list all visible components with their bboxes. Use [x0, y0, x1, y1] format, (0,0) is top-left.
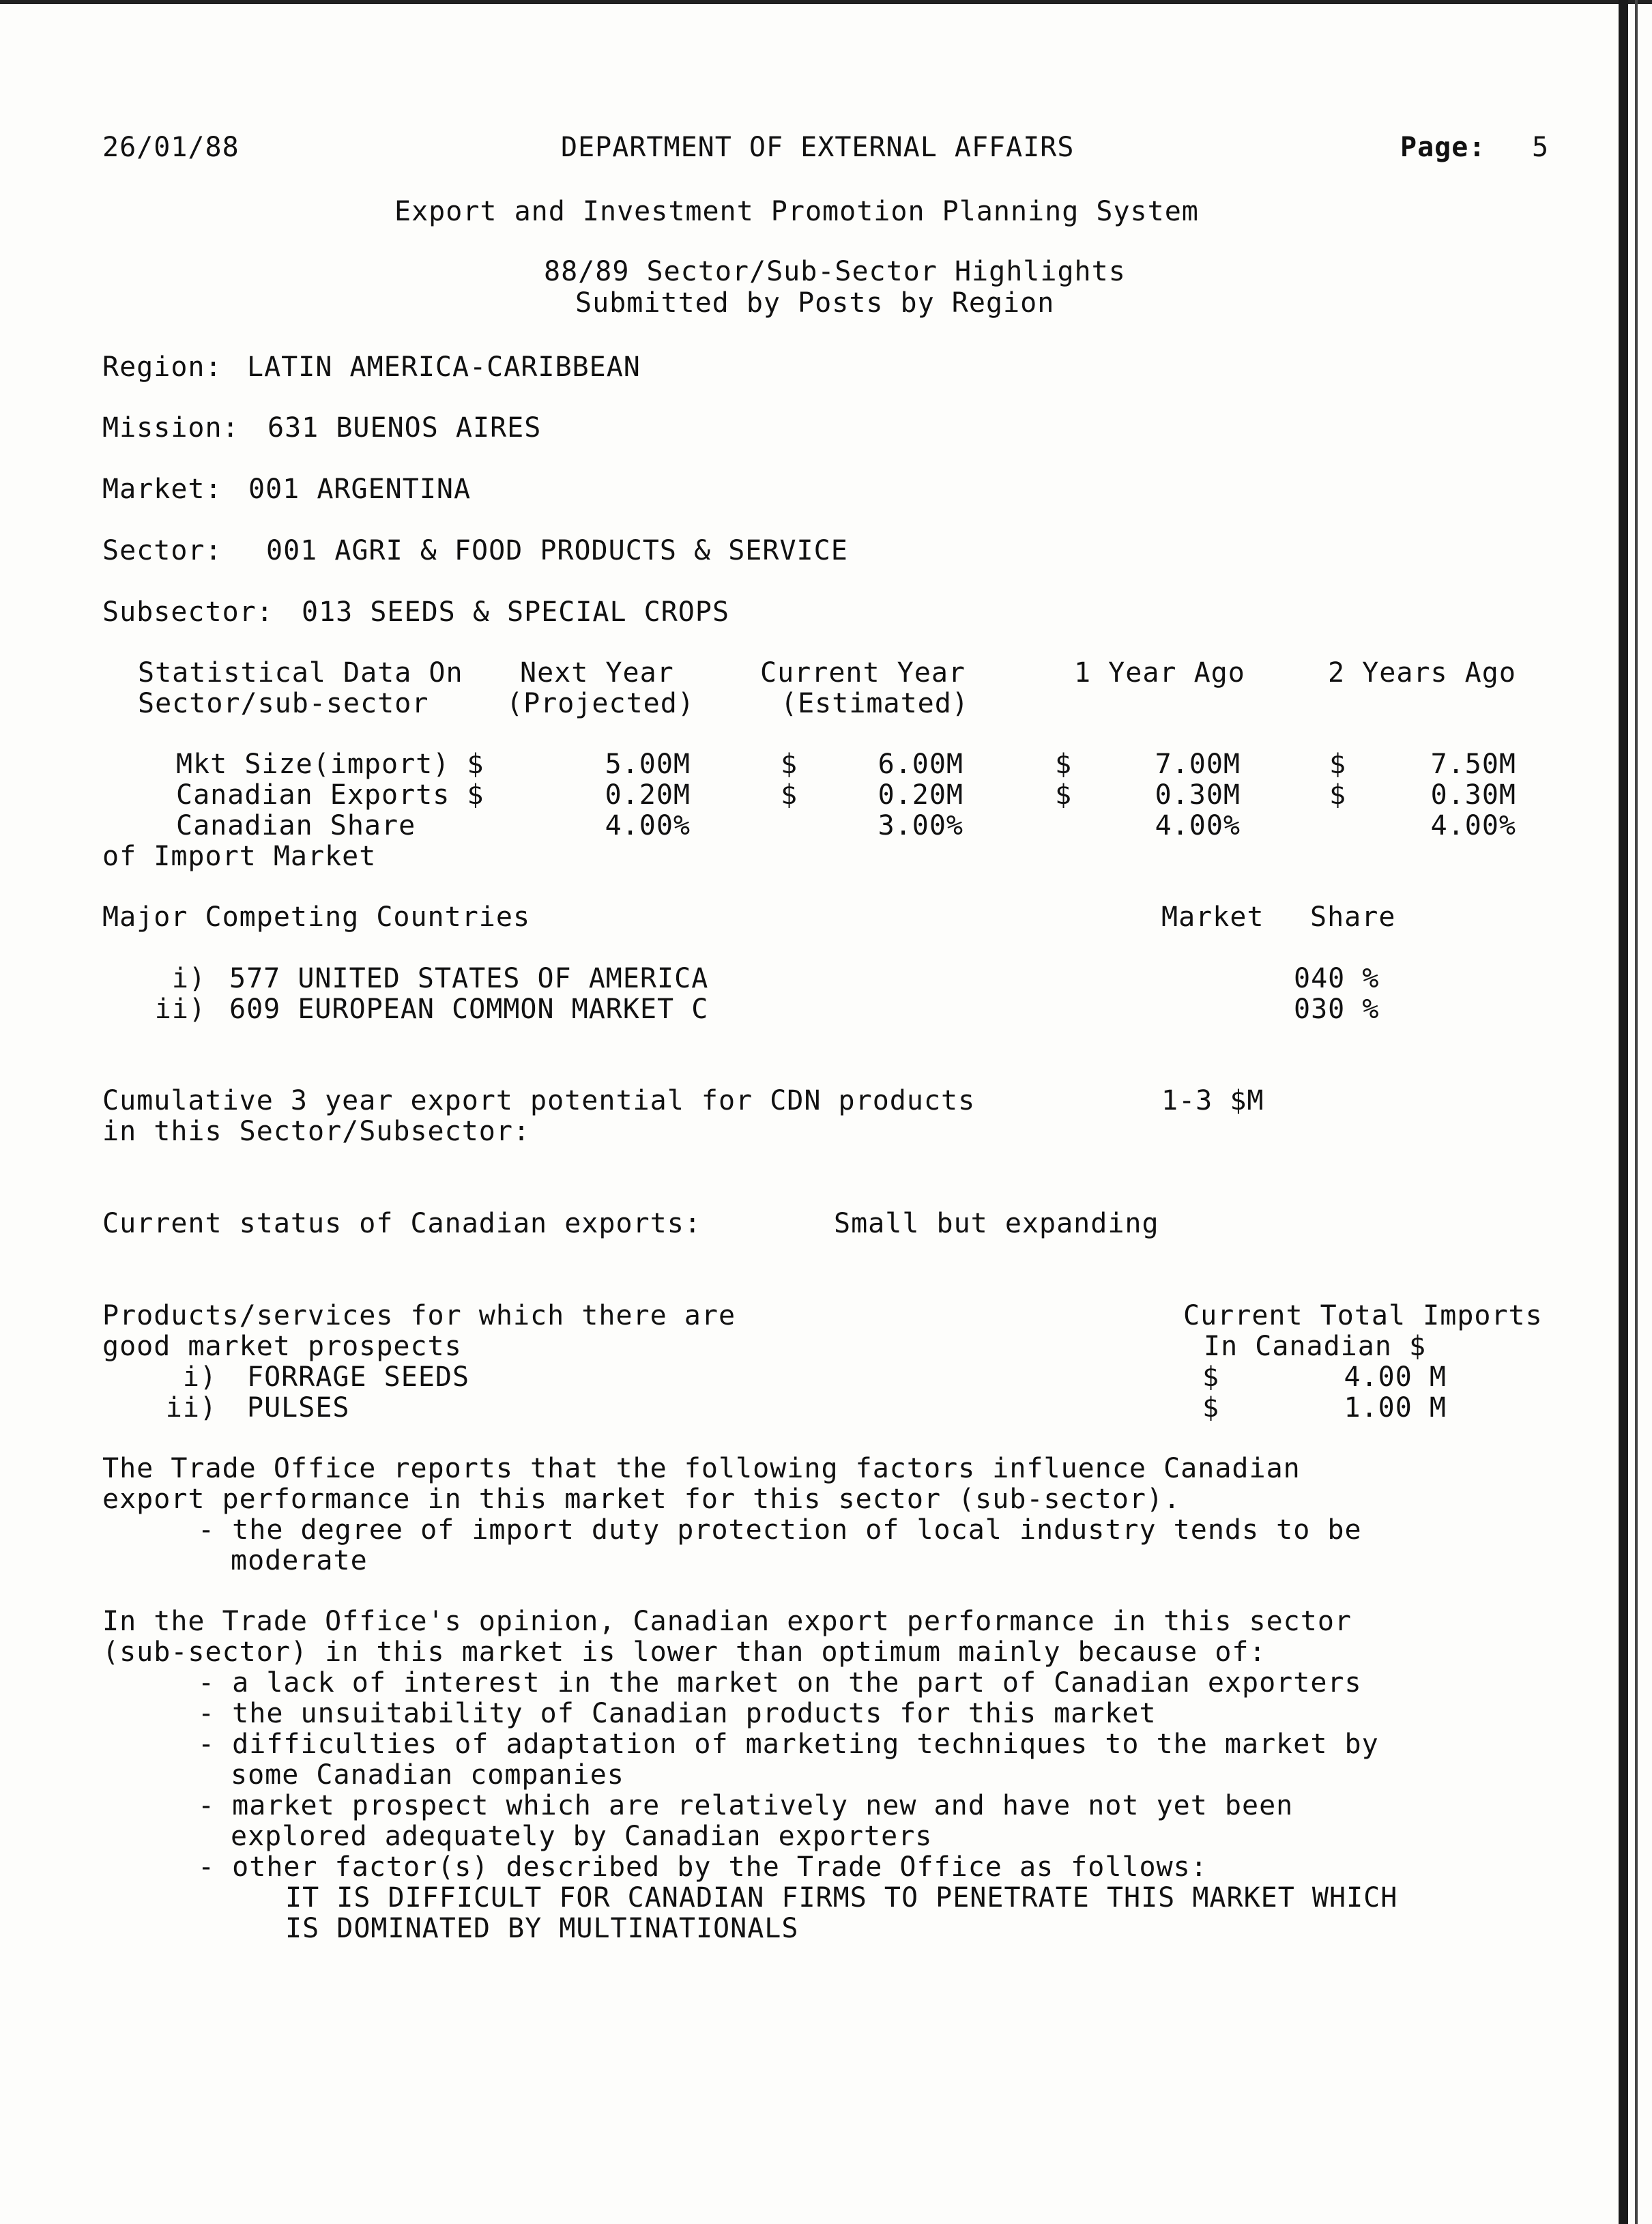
opinion-line2: (sub-sector) in this market is lower than optimum mainly because of:: [102, 1636, 1266, 1668]
page-top-edge: [0, 0, 1652, 4]
opinion-bullet: - difficulties of adaptation of marketing techniques to the market by: [198, 1729, 1379, 1760]
market-label: Market:: [102, 474, 222, 505]
prospect-currency: $: [1202, 1392, 1220, 1424]
department-title: DEPARTMENT OF EXTERNAL AFFAIRS: [561, 132, 1075, 163]
factors-bullet-cont: moderate: [231, 1545, 368, 1576]
sector-label: Sector:: [102, 535, 222, 566]
page-label: Page:: [1400, 132, 1486, 163]
stats-value: 7.00M: [1155, 749, 1241, 780]
stats-value: 0.30M: [1430, 779, 1516, 811]
trade-office-note: IT IS DIFFICULT FOR CANADIAN FIRMS TO PENETRATE THIS MARKET WHICH: [285, 1882, 1398, 1913]
factors-line1: The Trade Office reports that the following factors influence Canadian: [102, 1453, 1301, 1484]
scan-edge-inner: [1635, 0, 1638, 2224]
market-value: 001 ARGENTINA: [248, 474, 472, 505]
stats-header-1-year-ago: 1 Year Ago: [1074, 657, 1245, 689]
stats-header-estimated: (Estimated): [781, 688, 969, 719]
stats-value: 5.00M: [605, 749, 691, 780]
opinion-bullet: - the unsuitability of Canadian products for this market: [198, 1698, 1157, 1729]
report-title: 88/89 Sector/Sub-Sector Highlights: [544, 256, 1126, 287]
prospect-name: PULSES: [247, 1392, 350, 1424]
factors-bullet: - the degree of import duty protection of local industry tends to be: [198, 1514, 1362, 1546]
factors-line2: export performance in this market for this sector (sub-sector).: [102, 1484, 1181, 1515]
system-title: Export and Investment Promotion Planning System: [394, 196, 1199, 227]
competitor-index: i): [171, 963, 206, 994]
competitor-name: 577 UNITED STATES OF AMERICA: [229, 963, 709, 994]
competitors-col-market: Market: [1161, 901, 1264, 933]
competitor-share: 030 %: [1294, 994, 1380, 1025]
opinion-bullet: - market prospect which are relatively new and have not yet been: [198, 1790, 1294, 1821]
report-date: 26/01/88: [102, 132, 240, 163]
prospects-col1: Current Total Imports: [1183, 1300, 1543, 1331]
competitor-share: 040 %: [1294, 963, 1380, 994]
stats-header-projected: (Projected): [506, 688, 695, 719]
page-number: 5: [1532, 132, 1550, 163]
stats-header-current-year: Current Year: [760, 657, 966, 689]
prospect-currency: $: [1202, 1361, 1220, 1393]
trade-office-note: IS DOMINATED BY MULTINATIONALS: [285, 1913, 799, 1944]
stats-value: 4.00%: [605, 810, 691, 841]
prospect-index: i): [182, 1361, 217, 1393]
prospects-line1: Products/services for which there are: [102, 1300, 736, 1331]
stats-value: 4.00%: [1430, 810, 1516, 841]
opinion-line1: In the Trade Office's opinion, Canadian export performance in this sector: [102, 1606, 1352, 1637]
prospects-col2: In Canadian $: [1204, 1331, 1427, 1362]
opinion-bullet-cont: explored adequately by Canadian exporters: [231, 1821, 933, 1852]
stats-header-label-2: Sector/sub-sector: [138, 688, 429, 719]
mission-label: Mission:: [102, 412, 240, 444]
status-value: Small but expanding: [834, 1208, 1159, 1239]
stats-row-label-cont: of Import Market: [102, 841, 377, 872]
competitors-heading: Major Competing Countries: [102, 901, 531, 933]
stats-currency: $: [1055, 779, 1073, 811]
stats-value: 4.00%: [1155, 810, 1241, 841]
status-label: Current status of Canadian exports:: [102, 1208, 701, 1239]
stats-value: 7.50M: [1430, 749, 1516, 780]
stats-row-label: Mkt Size(import) $: [176, 749, 484, 780]
prospect-name: FORRAGE SEEDS: [247, 1361, 470, 1393]
cumulative-line2: in this Sector/Subsector:: [102, 1116, 531, 1147]
prospect-amount: 4.00 M: [1344, 1361, 1447, 1393]
region-value: LATIN AMERICA-CARIBBEAN: [247, 351, 641, 383]
mission-value: 631 BUENOS AIRES: [267, 412, 542, 444]
prospect-amount: 1.00 M: [1344, 1392, 1447, 1424]
stats-currency: $: [1329, 749, 1347, 780]
competitors-col-share: Share: [1310, 901, 1396, 933]
opinion-bullet-cont: some Canadian companies: [231, 1759, 624, 1791]
region-label: Region:: [102, 351, 222, 383]
competitor-name: 609 EUROPEAN COMMON MARKET C: [229, 994, 709, 1025]
cumulative-value: 1-3 $M: [1161, 1085, 1264, 1116]
opinion-bullet: - other factor(s) described by the Trade Office as follows:: [198, 1851, 1208, 1883]
prospect-index: ii): [165, 1392, 217, 1424]
stats-currency: $: [1055, 749, 1073, 780]
stats-currency: $: [781, 749, 798, 780]
stats-value: 0.30M: [1155, 779, 1241, 811]
scan-edge: [1619, 0, 1628, 2224]
stats-currency: $: [1329, 779, 1347, 811]
subsector-value: 013 SEEDS & SPECIAL CROPS: [302, 596, 730, 628]
stats-header-next-year: Next Year: [520, 657, 674, 689]
competitor-index: ii): [154, 994, 206, 1025]
stats-currency: $: [781, 779, 798, 811]
prospects-line2: good market prospects: [102, 1331, 462, 1362]
stats-header-2-years-ago: 2 Years Ago: [1328, 657, 1516, 689]
stats-value: 0.20M: [878, 779, 963, 811]
sector-value: 001 AGRI & FOOD PRODUCTS & SERVICE: [266, 535, 848, 566]
stats-value: 6.00M: [878, 749, 963, 780]
stats-row-label: Canadian Share: [176, 810, 416, 841]
stats-header-label: Statistical Data On: [138, 657, 463, 689]
stats-row-label: Canadian Exports $: [176, 779, 484, 811]
subsector-label: Subsector:: [102, 596, 274, 628]
cumulative-line1: Cumulative 3 year export potential for CDN products: [102, 1085, 976, 1116]
stats-value: 3.00%: [878, 810, 963, 841]
report-subtitle: Submitted by Posts by Region: [575, 287, 1055, 319]
opinion-bullet: - a lack of interest in the market on the part of Canadian exporters: [198, 1667, 1362, 1699]
stats-value: 0.20M: [605, 779, 691, 811]
